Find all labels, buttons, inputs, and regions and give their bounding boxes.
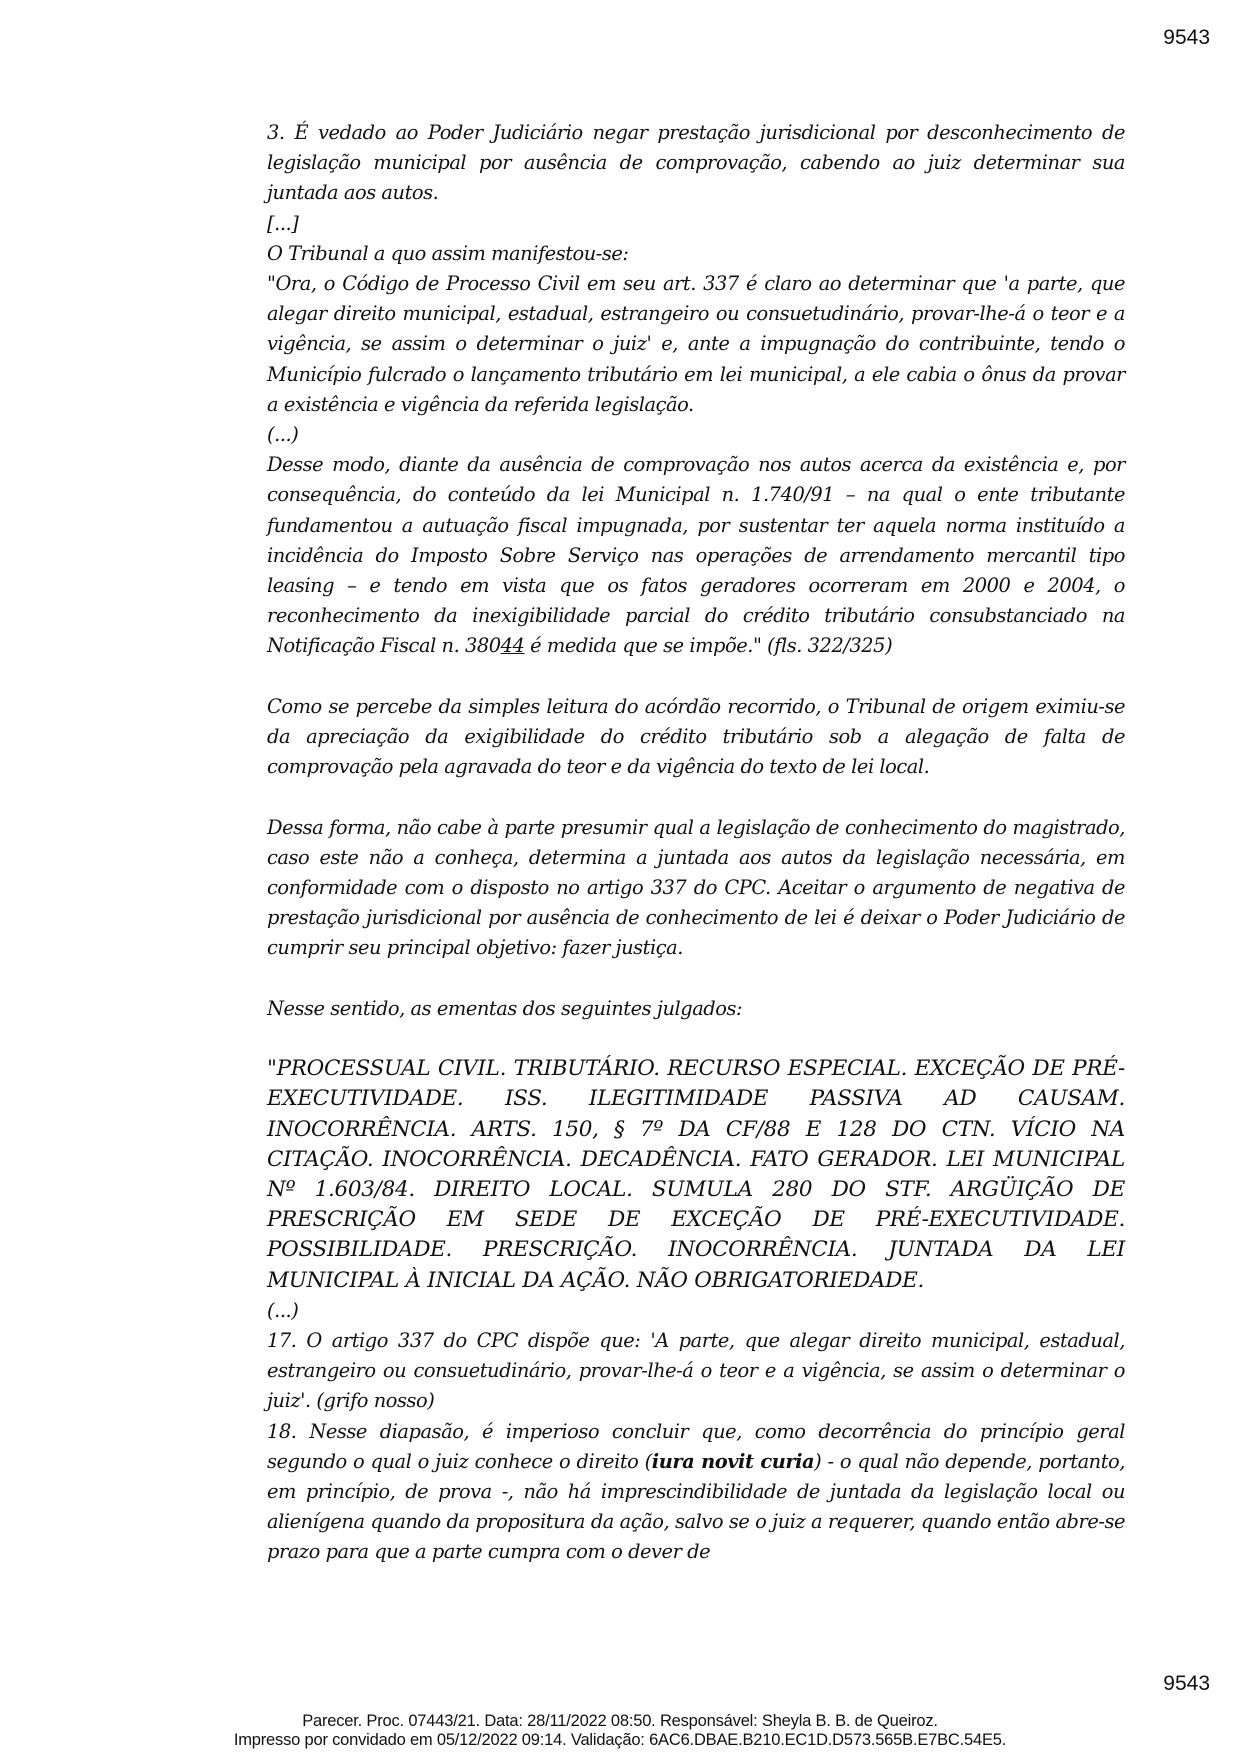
argument-paragraph: Dessa forma, não cabe à parte presumir qual a legislação de conhecimento do magistrado, caso este não a conheça, determina a juntada aos autos da legislação necessária, em conformidade com o disposto no artigo 337 do CPC. Aceitar o argumento de negativa de prestação jurisdicional por ausência de conhecimento de lei é deixar o Poder Judiciário de cumprir seu principal objetivo: fazer justiça. bbox=[267, 815, 1125, 960]
footer bbox=[0, 1712, 1240, 1750]
tribunal-quote-end: é medida que se impõe." (fls. 322/325) bbox=[524, 634, 893, 658]
tribunal-quote-text: Desse modo, diante da ausência de comprovação nos autos acerca da existência e, por consequência, do conteúdo da lei Municipal n. 1.740/91 – na qual o ente tributante fundamentou a autuação fiscal impugnada, por sustentar ter aquela norma instituído a incidência do Imposto Sobre Serviço nas operações de arrendamento mercantil tipo leasing – e tendo em vista que os fatos geradores ocorreram em 2000 e 2004, o reconhecimento da inexigibilidade parcial do crédito tributário consubstanciado na Notificação Fiscal n. 380 bbox=[267, 453, 1125, 658]
ellipsis-paren-2: (...) bbox=[267, 1298, 299, 1322]
ellipsis-paren: (...) bbox=[267, 423, 299, 447]
footer-line-process: Parecer. Proc. 07443/21. Data: 28/11/2022 08:50. Responsável: Sheyla B. B. de Queiroz. bbox=[302, 1712, 938, 1730]
document-body bbox=[267, 118, 1125, 1568]
analysis-paragraph: Como se percebe da simples leitura do acórdão recorrido, o Tribunal de origem eximiu-se da apreciação da exigibilidade do crédito tributário sob a alegação de falta de comprovação pela agravada do teor e da vigência do texto de lei local. bbox=[267, 694, 1125, 779]
tribunal-intro: O Tribunal a quo assim manifestou-se: bbox=[267, 241, 629, 265]
item-18-rest: ) - o qual não depende, portanto, em princípio, de prova -, não há imprescindibilidade de juntada da legislação local ou alienígena quando da propositura da ação, salvo se o juiz a requerer, quando então abre-se prazo para que a parte cumpra com o dever de bbox=[267, 1449, 1125, 1564]
item-18-text: 18. Nesse diapasão, é imperioso concluir que, como decorrência do princípio geral segundo o qual o juiz conhece o direito ( bbox=[267, 1419, 1125, 1473]
precedents-intro: Nesse sentido, as ementas dos seguintes julgados: bbox=[267, 996, 743, 1020]
latin-maxim: iura novit curia bbox=[651, 1449, 815, 1473]
item-17: 17. O artigo 337 do CPC dispõe que: 'A parte, que alegar direito municipal, estadual, estrangeiro ou consuetudinário, provar-lhe-á o teor e a vigência, se assim o determinar o juiz'. (grifo nosso) bbox=[267, 1329, 1125, 1413]
tribunal-quote: "Ora, o Código de Processo Civil em seu art. 337 é claro ao determinar que 'a parte, que alegar direito municipal, estadual, estrangeiro ou consuetudinário, provar-lhe-á o teor e a vigência, se assim o determinar o juiz' e, ante a impugnação do contribuinte, tendo o Município fulcrado o lançamento tributário em lei municipal, a ele cabia o ônus da provar a existência e vigência da referida legislação. bbox=[267, 272, 1125, 416]
quote-item-3: 3. É vedado ao Poder Judiciário negar prestação jurisdicional por desconhecimento de legislação municipal por ausência de comprovação, cabendo ao juiz determinar sua juntada aos autos. bbox=[267, 121, 1125, 205]
footer-line-validation: Impresso por convidado em 05/12/2022 09:14. Validação: 6AC6.DBAE.B210.EC1D.D573.565B.E7BC.54E5. bbox=[233, 1731, 1007, 1749]
tribunal-quote-continued bbox=[267, 450, 1125, 661]
item-18 bbox=[267, 1417, 1125, 1568]
underlined-digits: 44 bbox=[500, 634, 525, 658]
page-number-bottom: 9543 bbox=[1163, 1672, 1210, 1695]
ellipsis-bracket: [...] bbox=[267, 211, 299, 235]
ementa-heading: "PROCESSUAL CIVIL. TRIBUTÁRIO. RECURSO ESPECIAL. EXCEÇÃO DE PRÉ-EXECUTIVIDADE. ISS. ILEGITIMIDADE PASSIVA AD CAUSAM. INOCORRÊNCIA. ARTS. 150, § 7º DA CF/88 E 128 DO CTN. VÍCIO NA CITAÇÃO. INOCORRÊNCIA. DECADÊNCIA. FATO GERADOR. LEI MUNICIPAL Nº 1.603/84. DIREITO LOCAL. SUMULA 280 DO STF. ARGÜIÇÃO DE PRESCRIÇÃO EM SEDE DE EXCEÇÃO DE PRÉ-EXECUTIVIDADE. POSSIBILIDADE. PRESCRIÇÃO. INOCORRÊNCIA. JUNTADA DA LEI MUNICIPAL À INICIAL DA AÇÃO. NÃO OBRIGATORIEDADE. bbox=[267, 1056, 1125, 1293]
page-number-top: 9543 bbox=[1163, 26, 1210, 49]
